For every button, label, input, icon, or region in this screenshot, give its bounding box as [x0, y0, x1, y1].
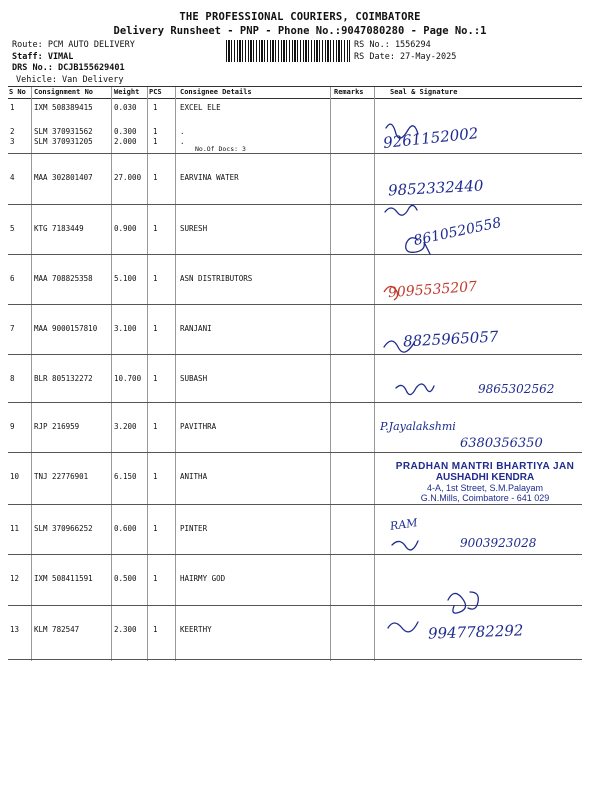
- consignee: PINTER: [180, 524, 208, 533]
- weight: 10.700: [114, 374, 142, 383]
- consignee: .: [180, 137, 185, 146]
- signature-7: 8825965057: [402, 327, 499, 351]
- runsheet-table: [8, 86, 582, 661]
- consignment-no: SLM 370931205: [34, 137, 93, 146]
- weight: 3.100: [114, 324, 137, 333]
- stamp-line-2: AUSHADHI KENDRA: [435, 472, 535, 483]
- pcs: 1: [153, 472, 158, 481]
- sno: 8: [10, 374, 15, 383]
- weight: 0.030: [114, 103, 137, 112]
- col-sno: S No: [9, 88, 26, 96]
- pcs: 1: [153, 127, 158, 136]
- consignment-no: SLM 370931562: [34, 127, 93, 136]
- consignment-no: KLM 782547: [34, 625, 80, 634]
- sno: 1: [10, 103, 15, 112]
- weight: 27.000: [114, 173, 142, 182]
- consignment-no: MAA 9000157810: [34, 324, 98, 333]
- weight: 3.200: [114, 422, 137, 431]
- sno: 11: [10, 524, 20, 533]
- col-pcs: PCS: [149, 88, 162, 96]
- vehicle-label: Vehicle: Van Delivery: [16, 75, 124, 85]
- table-row: [8, 153, 582, 205]
- col-consignee: Consignee Details: [180, 88, 252, 96]
- consignment-no: IXM 508389415: [34, 103, 93, 112]
- weight: 2.300: [114, 625, 137, 634]
- col-weight: Weight: [114, 88, 140, 96]
- consignment-no: RJP 216959: [34, 422, 80, 431]
- consignee: SUBASH: [180, 374, 208, 383]
- sno: 4: [10, 173, 15, 182]
- table-row: [8, 254, 582, 305]
- pcs: 1: [153, 103, 158, 112]
- weight: 5.100: [114, 274, 137, 283]
- pcs: 1: [153, 422, 158, 431]
- sno: 10: [10, 472, 20, 481]
- signature-13: 9947782292: [427, 621, 524, 643]
- no-of-docs: No.Of Docs: 3: [195, 145, 246, 153]
- weight: 0.600: [114, 524, 137, 533]
- table-row: [8, 204, 582, 255]
- col-consignment: Consignment No: [34, 88, 94, 96]
- consignment-no: TNJ 22776901: [34, 472, 89, 481]
- signature-6: 9095535207: [387, 278, 478, 302]
- table-row: [8, 304, 582, 355]
- consignee: EARVINA WATER: [180, 173, 239, 182]
- consignee: PAVITHRA: [180, 422, 217, 431]
- sno: 2: [10, 127, 15, 136]
- signature-8: 9865302562: [478, 382, 555, 396]
- signature-9-phone: 6380356350: [460, 436, 543, 451]
- col-remarks: Remarks: [334, 88, 364, 96]
- table-row: [8, 504, 582, 555]
- sno: 5: [10, 224, 15, 233]
- table-row: [8, 402, 582, 453]
- stamp-line-4: G.N.Mills, Coimbatore - 641 029: [420, 493, 550, 503]
- consignee: ASN DISTRIBUTORS: [180, 274, 253, 283]
- consignee: RANJANI: [180, 324, 212, 333]
- rs-number: RS No.: 1556294: [354, 40, 431, 50]
- consignee: SURESH: [180, 224, 208, 233]
- consignment-no: IXM 508411591: [34, 574, 93, 583]
- consignee: ANITHA: [180, 472, 208, 481]
- weight: 0.900: [114, 224, 137, 233]
- table-row: [8, 605, 582, 660]
- col-signature: Seal & Signature: [390, 88, 458, 96]
- pcs: 1: [153, 224, 158, 233]
- signature-1: 9261152002: [382, 124, 480, 152]
- table-row: [8, 99, 582, 154]
- pharmacy-stamp: [392, 461, 578, 503]
- table-row: [8, 354, 582, 403]
- consignment-no: BLR 805132272: [34, 374, 93, 383]
- consignment-no: KTG 7183449: [34, 224, 84, 233]
- rs-date: RS Date: 27-May-2025: [354, 52, 457, 62]
- pcs: 1: [153, 524, 158, 533]
- staff-label: Staff: VIMAL: [12, 52, 74, 62]
- consignment-no: MAA 302801407: [34, 173, 93, 182]
- weight: 0.500: [114, 574, 137, 583]
- consignee: EXCEL ELE: [180, 103, 221, 112]
- runsheet-subtitle: Delivery Runsheet - PNP - Phone No.:9047080280 - Page No.:1: [113, 25, 487, 37]
- consignee: HAIRMY GOD: [180, 574, 226, 583]
- sno: 9: [10, 422, 15, 431]
- sno: 6: [10, 274, 15, 283]
- stamp-line-1: PRADHAN MANTRI BHARTIYA JAN: [395, 461, 575, 472]
- signature-9-name: P.Jayalakshmi: [380, 420, 456, 433]
- signature-11-phone: 9003923028: [460, 536, 537, 550]
- table-header: [8, 87, 582, 99]
- consignment-no: SLM 370966252: [34, 524, 93, 533]
- route-label: Route: PCM AUTO DELIVERY: [12, 40, 135, 50]
- weight: 6.150: [114, 472, 137, 481]
- pcs: 1: [153, 137, 158, 146]
- weight: 2.000: [114, 137, 137, 146]
- signature-5: 8610520558: [412, 214, 503, 250]
- sno: 12: [10, 574, 20, 583]
- weight: 0.300: [114, 127, 137, 136]
- consignee: .: [180, 127, 185, 136]
- runsheet-title: THE PROFESSIONAL COURIERS, COIMBATORE: [179, 11, 421, 23]
- barcode: [226, 40, 350, 62]
- consignment-no: MAA 708825358: [34, 274, 93, 283]
- table-row: [8, 554, 582, 606]
- pcs: 1: [153, 625, 158, 634]
- pcs: 1: [153, 274, 158, 283]
- pcs: 1: [153, 173, 158, 182]
- sno: 7: [10, 324, 15, 333]
- consignee: KEERTHY: [180, 625, 212, 634]
- sno: 3: [10, 137, 15, 146]
- pcs: 1: [153, 324, 158, 333]
- pcs: 1: [153, 374, 158, 383]
- stamp-line-3: 4-A, 1st Street, S.M.Palayam: [426, 483, 544, 493]
- sno: 13: [10, 625, 20, 634]
- drs-number: DRS No.: DCJB155629401: [12, 63, 125, 73]
- signature-11-name: RAM: [389, 516, 419, 533]
- signature-4: 9852332440: [387, 176, 484, 200]
- pcs: 1: [153, 574, 158, 583]
